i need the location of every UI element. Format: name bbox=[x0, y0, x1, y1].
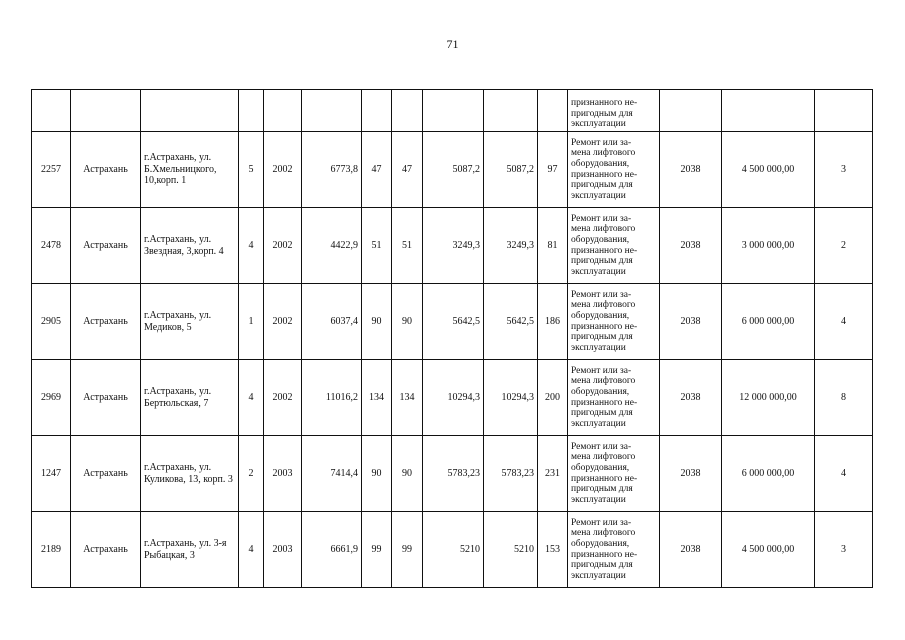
cell-cost: 6 000 000,00 bbox=[722, 284, 815, 360]
cell-empty bbox=[71, 90, 141, 132]
cell-count: 3 bbox=[815, 512, 873, 588]
table-row bbox=[32, 436, 873, 512]
cell-work-type: Ремонт или за- мена лифтового оборудования, признанного не- пригодным для эксплуатации bbox=[568, 512, 660, 588]
table-row bbox=[32, 132, 873, 208]
table-row bbox=[32, 360, 873, 436]
cell-floors: 4 bbox=[239, 360, 264, 436]
cell-area-total: 11016,2 bbox=[302, 360, 362, 436]
cell-value-2: 47 bbox=[392, 132, 423, 208]
cell-empty bbox=[660, 90, 722, 132]
cell-value-2: 90 bbox=[392, 436, 423, 512]
cell-area-a: 5783,23 bbox=[423, 436, 484, 512]
cell-empty bbox=[239, 90, 264, 132]
cell-empty bbox=[722, 90, 815, 132]
cell-floors: 2 bbox=[239, 436, 264, 512]
cell-city: Астрахань bbox=[71, 132, 141, 208]
cell-work-type: Ремонт или за- мена лифтового оборудования, признанного не- пригодным для эксплуатации bbox=[568, 436, 660, 512]
cell-count: 4 bbox=[815, 436, 873, 512]
table-body bbox=[32, 90, 873, 588]
cell-address: г.Астрахань, ул. Медиков, 5 bbox=[141, 284, 239, 360]
cell-id: 1247 bbox=[32, 436, 71, 512]
cell-residents: 97 bbox=[538, 132, 568, 208]
cell-work-type: Ремонт или за- мена лифтового оборудования, признанного не- пригодным для эксплуатации bbox=[568, 360, 660, 436]
table-row bbox=[32, 284, 873, 360]
cell-work-year: 2038 bbox=[660, 208, 722, 284]
cell-floors: 4 bbox=[239, 512, 264, 588]
cell-residents: 81 bbox=[538, 208, 568, 284]
cell-count: 8 bbox=[815, 360, 873, 436]
cell-address: г.Астрахань, ул. Б.Хмельницкого, 10,корп. 1 bbox=[141, 132, 239, 208]
cell-year: 2002 bbox=[264, 284, 302, 360]
cell-cost: 6 000 000,00 bbox=[722, 436, 815, 512]
cell-id: 2257 bbox=[32, 132, 71, 208]
cell-work-type: признанного не- пригодным для эксплуатации bbox=[568, 90, 660, 132]
cell-year: 2002 bbox=[264, 132, 302, 208]
cell-work-year: 2038 bbox=[660, 284, 722, 360]
cell-area-b: 3249,3 bbox=[484, 208, 538, 284]
cell-cost: 3 000 000,00 bbox=[722, 208, 815, 284]
cell-area-a: 5642,5 bbox=[423, 284, 484, 360]
cell-area-b: 5642,5 bbox=[484, 284, 538, 360]
cell-area-total: 6773,8 bbox=[302, 132, 362, 208]
table-row bbox=[32, 208, 873, 284]
cell-address: г.Астрахань, ул. Куликова, 13, корп. 3 bbox=[141, 436, 239, 512]
cell-value-1: 51 bbox=[362, 208, 392, 284]
cell-area-total: 6037,4 bbox=[302, 284, 362, 360]
cell-empty bbox=[362, 90, 392, 132]
cell-count: 4 bbox=[815, 284, 873, 360]
cell-empty bbox=[423, 90, 484, 132]
repair-program-table bbox=[31, 89, 873, 588]
cell-residents: 231 bbox=[538, 436, 568, 512]
cell-work-year: 2038 bbox=[660, 360, 722, 436]
cell-id: 2189 bbox=[32, 512, 71, 588]
table-row bbox=[32, 512, 873, 588]
cell-city: Астрахань bbox=[71, 512, 141, 588]
cell-area-a: 10294,3 bbox=[423, 360, 484, 436]
cell-count: 2 bbox=[815, 208, 873, 284]
cell-value-1: 90 bbox=[362, 284, 392, 360]
cell-year: 2002 bbox=[264, 360, 302, 436]
cell-id: 2478 bbox=[32, 208, 71, 284]
cell-work-type: Ремонт или за- мена лифтового оборудования, признанного не- пригодным для эксплуатации bbox=[568, 284, 660, 360]
cell-year: 2002 bbox=[264, 208, 302, 284]
cell-area-total: 7414,4 bbox=[302, 436, 362, 512]
cell-empty bbox=[392, 90, 423, 132]
cell-cost: 4 500 000,00 bbox=[722, 132, 815, 208]
cell-cost: 4 500 000,00 bbox=[722, 512, 815, 588]
cell-empty bbox=[141, 90, 239, 132]
cell-value-1: 134 bbox=[362, 360, 392, 436]
cell-id: 2969 bbox=[32, 360, 71, 436]
cell-address: г.Астрахань, ул. 3-я Рыбацкая, 3 bbox=[141, 512, 239, 588]
page-number: 71 bbox=[446, 37, 459, 51]
cell-residents: 153 bbox=[538, 512, 568, 588]
cell-empty bbox=[538, 90, 568, 132]
cell-work-year: 2038 bbox=[660, 436, 722, 512]
cell-work-year: 2038 bbox=[660, 132, 722, 208]
cell-year: 2003 bbox=[264, 512, 302, 588]
cell-residents: 186 bbox=[538, 284, 568, 360]
cell-value-2: 51 bbox=[392, 208, 423, 284]
cell-value-2: 134 bbox=[392, 360, 423, 436]
cell-area-a: 3249,3 bbox=[423, 208, 484, 284]
cell-area-b: 5210 bbox=[484, 512, 538, 588]
cell-area-total: 6661,9 bbox=[302, 512, 362, 588]
cell-value-1: 99 bbox=[362, 512, 392, 588]
cell-work-year: 2038 bbox=[660, 512, 722, 588]
cell-floors: 1 bbox=[239, 284, 264, 360]
cell-area-b: 10294,3 bbox=[484, 360, 538, 436]
cell-residents: 200 bbox=[538, 360, 568, 436]
cell-area-a: 5087,2 bbox=[423, 132, 484, 208]
cell-city: Астрахань bbox=[71, 208, 141, 284]
cell-address: г.Астрахань, ул. Звездная, 3,корп. 4 bbox=[141, 208, 239, 284]
table-row-continued bbox=[32, 90, 873, 132]
cell-area-b: 5087,2 bbox=[484, 132, 538, 208]
cell-empty bbox=[484, 90, 538, 132]
cell-value-1: 47 bbox=[362, 132, 392, 208]
cell-empty bbox=[32, 90, 71, 132]
cell-area-total: 4422,9 bbox=[302, 208, 362, 284]
cell-year: 2003 bbox=[264, 436, 302, 512]
cell-empty bbox=[264, 90, 302, 132]
cell-value-2: 90 bbox=[392, 284, 423, 360]
cell-value-2: 99 bbox=[392, 512, 423, 588]
cell-cost: 12 000 000,00 bbox=[722, 360, 815, 436]
cell-id: 2905 bbox=[32, 284, 71, 360]
cell-work-type: Ремонт или за- мена лифтового оборудования, признанного не- пригодным для эксплуатации bbox=[568, 132, 660, 208]
cell-address: г.Астрахань, ул. Бертюльская, 7 bbox=[141, 360, 239, 436]
cell-empty bbox=[302, 90, 362, 132]
cell-area-a: 5210 bbox=[423, 512, 484, 588]
cell-floors: 4 bbox=[239, 208, 264, 284]
cell-floors: 5 bbox=[239, 132, 264, 208]
cell-empty bbox=[815, 90, 873, 132]
cell-area-b: 5783,23 bbox=[484, 436, 538, 512]
cell-city: Астрахань bbox=[71, 284, 141, 360]
cell-count: 3 bbox=[815, 132, 873, 208]
cell-work-type: Ремонт или за- мена лифтового оборудования, признанного не- пригодным для эксплуатации bbox=[568, 208, 660, 284]
cell-city: Астрахань bbox=[71, 360, 141, 436]
cell-city: Астрахань bbox=[71, 436, 141, 512]
cell-value-1: 90 bbox=[362, 436, 392, 512]
